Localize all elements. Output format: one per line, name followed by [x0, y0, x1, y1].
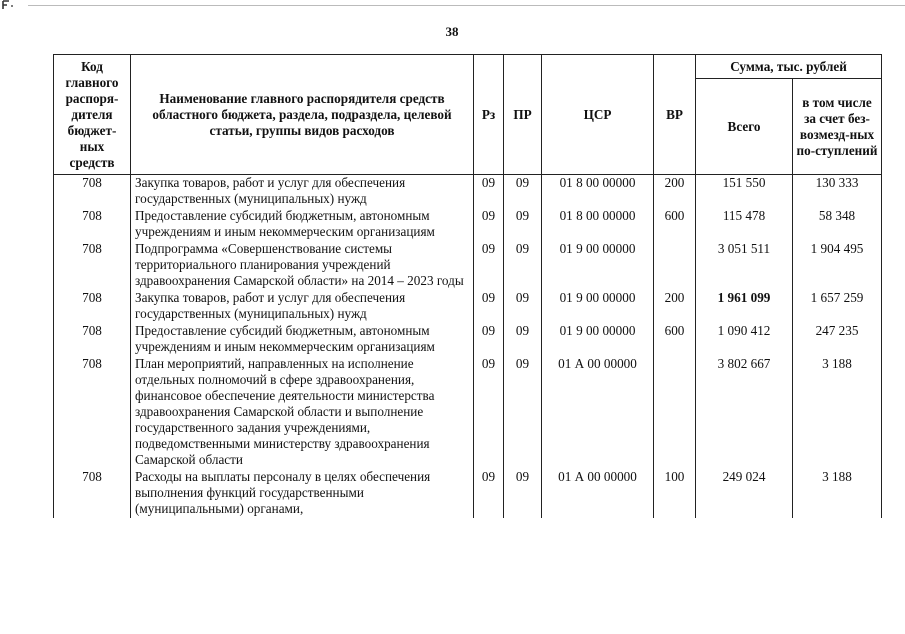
cell-rz: 09 — [474, 290, 504, 323]
cell-csr: 01 А 00 00000 — [542, 356, 654, 469]
cell-total: 249 024 — [696, 469, 793, 518]
cell-code: 708 — [54, 208, 131, 241]
cell-csr: 01 9 00 00000 — [542, 290, 654, 323]
cell-total: 3 802 667 — [696, 356, 793, 469]
cell-rz: 09 — [474, 175, 504, 209]
cell-name: Предоставление субсидий бюджетным, автономным учреждениям и иным некоммерческим организациям — [131, 323, 474, 356]
cell-csr: 01 8 00 00000 — [542, 208, 654, 241]
cell-pr: 09 — [504, 175, 542, 209]
cell-code: 708 — [54, 323, 131, 356]
cell-rz: 09 — [474, 323, 504, 356]
cell-code: 708 — [54, 241, 131, 290]
cell-incl: 3 188 — [793, 469, 882, 518]
header-rz: Рз — [474, 55, 504, 175]
cell-name: Закупка товаров, работ и услуг для обеспечения государственных (муниципальных) нужд — [131, 175, 474, 209]
top-rule — [28, 5, 905, 6]
cell-name: Подпрограмма «Совершенствование системы территориального планирования учреждений здравоохранения Самарской области» на 2014 – 2023 годы — [131, 241, 474, 290]
cell-vr — [654, 241, 696, 290]
cell-name: Закупка товаров, работ и услуг для обеспечения государственных (муниципальных) нужд — [131, 290, 474, 323]
cell-code: 708 — [54, 175, 131, 209]
scan-artifact-mark — [2, 0, 16, 10]
cell-total: 1 090 412 — [696, 323, 793, 356]
cell-rz: 09 — [474, 208, 504, 241]
cell-vr: 200 — [654, 290, 696, 323]
cell-total: 1 961 099 — [696, 290, 793, 323]
cell-incl: 58 348 — [793, 208, 882, 241]
header-name: Наименование главного распорядителя средств областного бюджета, раздела, подраздела, целевой статьи, группы видов расходов — [131, 55, 474, 175]
cell-name: Расходы на выплаты персоналу в целях обеспечения выполнения функций государственными (муниципальными) органами, — [131, 469, 474, 518]
cell-rz: 09 — [474, 356, 504, 469]
page-number: 38 — [445, 24, 459, 39]
header-total: Всего — [696, 79, 793, 175]
budget-table — [53, 54, 882, 518]
cell-total: 115 478 — [696, 208, 793, 241]
cell-name: Предоставление субсидий бюджетным, автономным учреждениям и иным некоммерческим организациям — [131, 208, 474, 241]
table-row — [54, 241, 882, 290]
cell-incl: 1 904 495 — [793, 241, 882, 290]
cell-name: План мероприятий, направленных на исполнение отдельных полномочий в сфере здравоохранения, финансовое обеспечение деятельности министерства здравоохранения Самарской области и выполнение государственного задания учреждениями, подведомственными министерству здравоохранения Самарской области — [131, 356, 474, 469]
header-code: Код главного распоря-дителя бюджет-ных средств — [54, 55, 131, 175]
cell-incl: 247 235 — [793, 323, 882, 356]
cell-csr: 01 9 00 00000 — [542, 323, 654, 356]
cell-incl: 3 188 — [793, 356, 882, 469]
table-row — [54, 208, 882, 241]
header-vr: ВР — [654, 55, 696, 175]
cell-pr: 09 — [504, 241, 542, 290]
cell-pr: 09 — [504, 469, 542, 518]
header-incl: в том числе за счет без-возмезд-ных по-ступлений — [793, 79, 882, 175]
table-row — [54, 469, 882, 518]
cell-pr: 09 — [504, 208, 542, 241]
cell-total: 3 051 511 — [696, 241, 793, 290]
cell-csr: 01 9 00 00000 — [542, 241, 654, 290]
cell-vr: 100 — [654, 469, 696, 518]
cell-rz: 09 — [474, 469, 504, 518]
cell-code: 708 — [54, 469, 131, 518]
table-row — [54, 323, 882, 356]
cell-vr: 200 — [654, 175, 696, 209]
table-row — [54, 356, 882, 469]
cell-vr — [654, 356, 696, 469]
cell-csr: 01 А 00 00000 — [542, 469, 654, 518]
cell-incl: 1 657 259 — [793, 290, 882, 323]
cell-vr: 600 — [654, 323, 696, 356]
cell-pr: 09 — [504, 290, 542, 323]
cell-total: 151 550 — [696, 175, 793, 209]
cell-pr: 09 — [504, 323, 542, 356]
cell-vr: 600 — [654, 208, 696, 241]
cell-pr: 09 — [504, 356, 542, 469]
table-row — [54, 175, 882, 209]
cell-csr: 01 8 00 00000 — [542, 175, 654, 209]
cell-code: 708 — [54, 290, 131, 323]
header-sum: Сумма, тыс. рублей — [696, 55, 882, 79]
cell-rz: 09 — [474, 241, 504, 290]
table-row — [54, 290, 882, 323]
header-pr: ПР — [504, 55, 542, 175]
header-csr: ЦСР — [542, 55, 654, 175]
cell-code: 708 — [54, 356, 131, 469]
cell-incl: 130 333 — [793, 175, 882, 209]
